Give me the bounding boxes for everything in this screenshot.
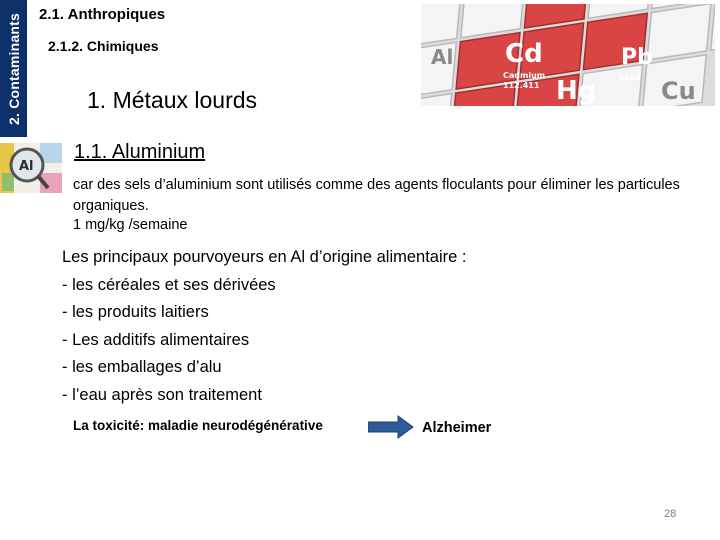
toxicity-result: Alzheimer [422, 420, 492, 436]
sidebar-section-label: 2. Contaminants [5, 12, 22, 125]
cell-pb-name: Lead [619, 73, 641, 82]
list-item: - les céréales et ses dérivées [62, 275, 276, 294]
thumbnail-al-symbol: Al [19, 159, 34, 174]
list-item: - Les additifs alimentaires [62, 330, 250, 349]
list-item: - les emballages d’alu [62, 358, 222, 376]
slide-subtitle: 1.1. Aluminium [74, 141, 206, 163]
cell-cd-name: Cadmium [503, 71, 546, 80]
toxicity-label: La toxicité: maladie neurodégénérative [73, 418, 323, 433]
page-number: 28 [664, 508, 677, 520]
cell-pb-symbol: Pb [621, 45, 653, 70]
food-sources-intro: Les principaux pourvoyeurs en Al d’origine alimentaire : [62, 248, 467, 266]
flocculant-sentence: car des sels d’aluminium sont utilisés comme des agents floculants pour éliminer les particules organiques. [73, 177, 680, 214]
weekly-dose: 1 mg/kg /semaine [73, 217, 188, 233]
right-arrow-icon [368, 415, 414, 444]
section-heading: 2.1. Anthropiques [39, 6, 166, 23]
list-item: - l’eau après son traitement [62, 385, 262, 404]
sidebar-section-tab [0, 0, 27, 137]
slide-title: 1. Métaux lourds [87, 87, 258, 113]
cell-cu-symbol: Cu [661, 77, 696, 105]
food-sources-list [62, 244, 466, 409]
subsection-heading: 2.1.2. Chimiques [48, 38, 159, 54]
list-item: - les produits laitiers [62, 303, 209, 321]
cell-cd-mass: 112.411 [503, 81, 540, 90]
cell-cd-symbol: Cd [505, 39, 543, 69]
periodic-table-image [421, 4, 715, 106]
aluminium-thumbnail-image [0, 143, 62, 193]
cell-hg-symbol: Hg [556, 76, 597, 106]
cell-al-symbol: Al [431, 45, 454, 69]
